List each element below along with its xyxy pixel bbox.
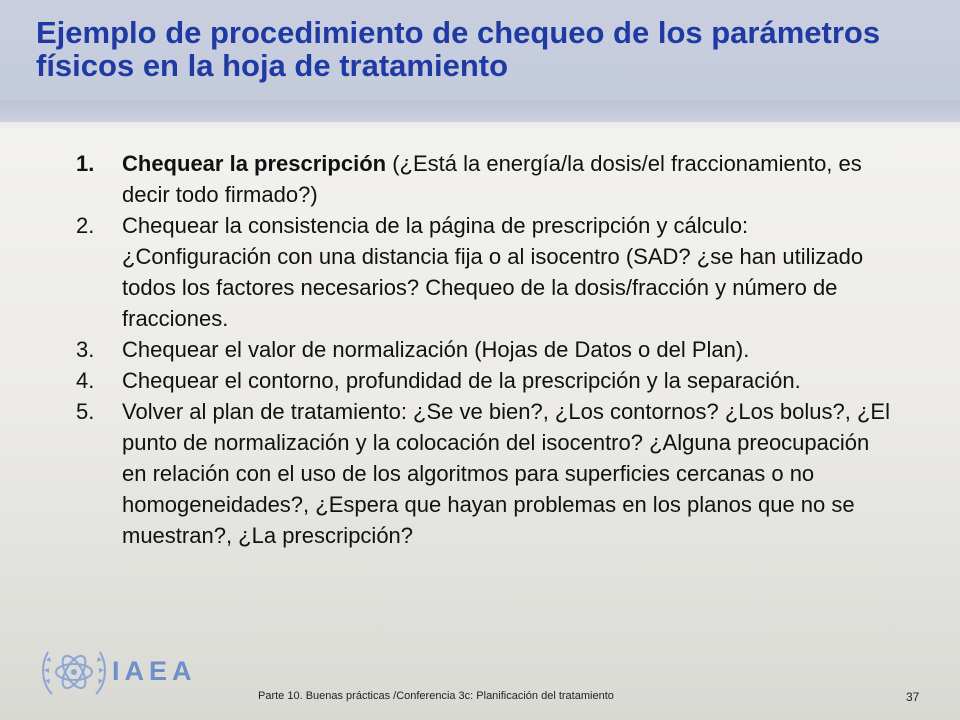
list-number: 3. [76,337,95,362]
slide-title: Ejemplo de procedimiento de chequeo de los parámetros físicos en la hoja de tratamiento [36,15,881,83]
list-item [76,365,896,396]
iaea-wordmark: IAEA [112,656,197,686]
list-text [122,148,896,210]
list-number: 1. [76,151,95,176]
list-text: Chequear el contorno, profundidad de la prescripción y la separación. [122,368,801,393]
list-number: 4. [76,368,95,393]
list-text: Chequear la consistencia de la página de prescripción y cálculo: ¿Configuración con una distancia fija o al isocentro (SAD? ¿se han utilizado todos los factores necesarios? Chequeo de la dosis/fracción y número de fracciones. [122,213,864,331]
footer-text: Parte 10. Buenas prácticas /Conferencia 3c: Planificación del tratamiento [258,690,614,702]
un-emblem-icon [38,640,110,704]
list-item [76,334,896,365]
page-number: 37 [906,690,920,704]
list-item [76,396,896,551]
list-item [76,210,896,334]
list-text: Volver al plan de tratamiento: ¿Se ve bien?, ¿Los contornos? ¿Los bolus?, ¿El punto de normalización y la colocación del isocentro? ¿Alguna preocupación en relación con el uso de los algoritmos para superficies cercanas o no homogeneidades?, ¿Espera que hayan problemas en los planos que no se muestran?, ¿La prescripción? [122,399,890,548]
list-number: 2. [76,213,95,238]
list-text: Chequear el valor de normalización (Hojas de Datos o del Plan). [122,337,750,362]
list-lead: Chequear la prescripción [122,151,387,176]
header-shadow [0,100,960,130]
list-number: 5. [76,399,95,424]
checklist [76,148,896,551]
list-item [76,148,896,210]
list-detail: (¿Está la energía/la dosis/el fraccionamiento, es decir todo firmado?) [122,151,862,207]
